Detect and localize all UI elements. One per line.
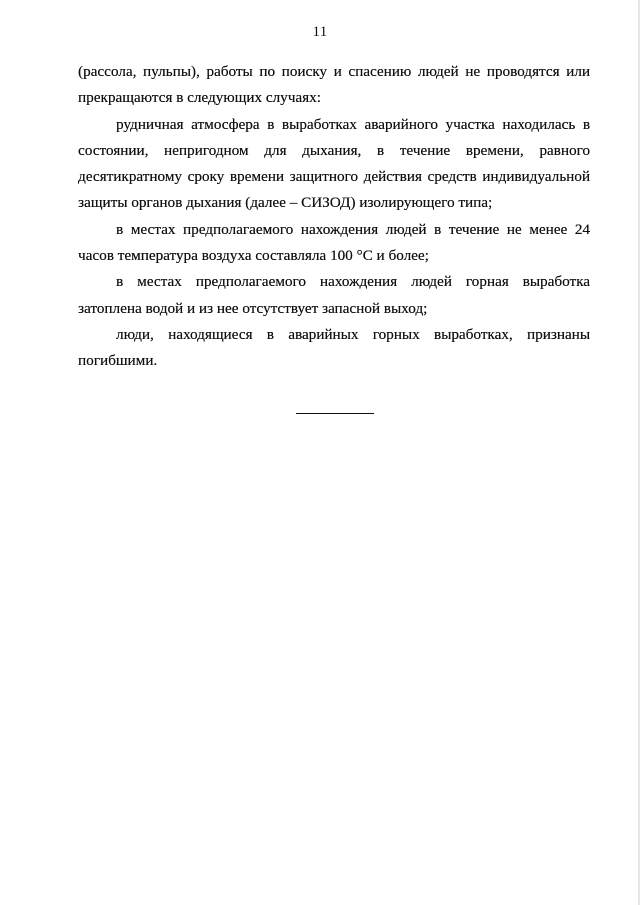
- paragraph-intro: (рассола, пульпы), работы по поиску и спасению людей не проводятся или прекращаются в следующих случаях:: [78, 63, 590, 107]
- paragraph-condition-temperature: в местах предполагаемого нахождения людей в течение не менее 24 часов температура воздуха составляла 100 °С и более;: [78, 220, 590, 265]
- paragraph-condition-deceased: люди, находящиеся в аварийных горных выработках, признаны погибшими.: [78, 325, 590, 370]
- page-number: 11: [312, 24, 328, 40]
- document-body: [78, 59, 590, 375]
- paragraph-condition-atmosphere: рудничная атмосфера в выработках аварийного участка находилась в состоянии, непригодном для дыхания, в течение времени, равного десятикратному сроку времени защитного действия средств индивидуальной защиты органов дыхания (далее – СИЗОД) изолирующего типа;: [78, 115, 590, 212]
- paragraph-condition-flooding: в местах предполагаемого нахождения людей горная выработка затоплена водой и из нее отсутствует запасной выход;: [78, 273, 590, 317]
- end-of-text-divider: [296, 413, 374, 414]
